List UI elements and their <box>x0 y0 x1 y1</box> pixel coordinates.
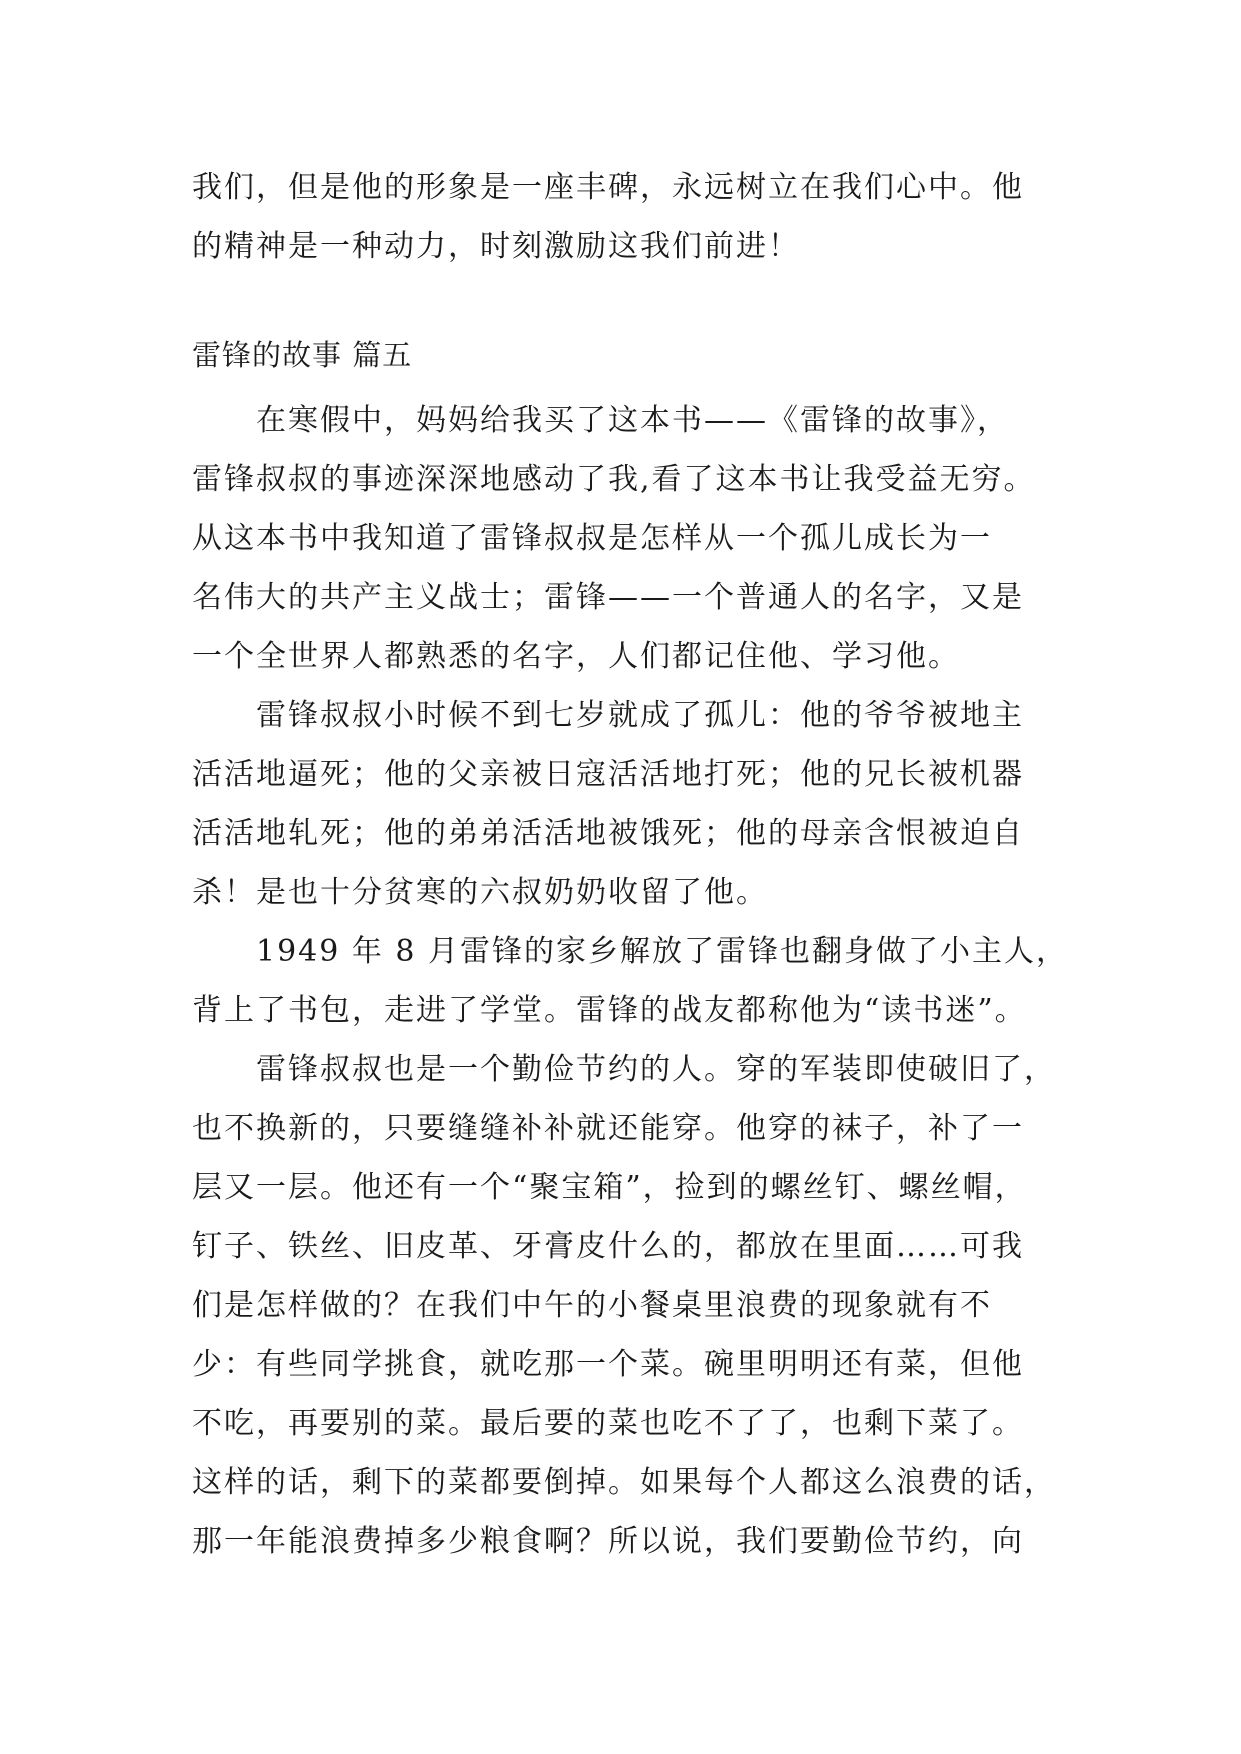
text-line: 不吃，再要别的菜。最后要的菜也吃不了了，也剩下菜了。 <box>192 1406 1024 1441</box>
text-line: 们是怎样做的？在我们中午的小餐桌里浪费的现象就有不 <box>192 1288 992 1323</box>
text-line: 也不换新的，只要缝缝补补就还能穿。他穿的袜子，补了一 <box>192 1111 1024 1146</box>
paragraph-first-line: 雷锋叔叔也是一个勤俭节约的人。穿的军装即使破旧了， <box>256 1052 1056 1087</box>
text-line: 少：有些同学挑食，就吃那一个菜。碗里明明还有菜，但他 <box>192 1347 1024 1382</box>
text-line: 杀！是也十分贫寒的六叔奶奶收留了他。 <box>192 875 768 910</box>
text-line: 活活地轧死；他的弟弟活活地被饿死；他的母亲含恨被迫自 <box>192 816 1024 851</box>
text-line: 活活地逼死；他的父亲被日寇活活地打死；他的兄长被机器 <box>192 757 1024 792</box>
text-line: 我们，但是他的形象是一座丰碑，永远树立在我们心中。他 <box>192 170 1024 205</box>
text-line: 一个全世界人都熟悉的名字，人们都记住他、学习他。 <box>192 639 960 674</box>
text-line: 从这本书中我知道了雷锋叔叔是怎样从一个孤儿成长为一 <box>192 521 992 556</box>
text-line: 名伟大的共产主义战士；雷锋——一个普通人的名字，又是 <box>192 580 1024 615</box>
text-line: 的精神是一种动力，时刻激励这我们前进！ <box>192 229 800 264</box>
text-line: 背上了书包，走进了学堂。雷锋的战友都称他为“读书迷”。 <box>192 993 1027 1028</box>
text-line: 层又一层。他还有一个“聚宝箱”，捡到的螺丝钉、螺丝帽， <box>192 1170 1027 1205</box>
section-title: 雷锋的故事 篇五 <box>192 338 413 372</box>
text-line: 这样的话，剩下的菜都要倒掉。如果每个人都这么浪费的话， <box>192 1465 1056 1500</box>
text-line: 雷锋叔叔的事迹深深地感动了我,看了这本书让我受益无穷。 <box>192 462 1036 497</box>
body-text <box>192 391 1069 1571</box>
paragraph-first-line: 1949 年 8 月雷锋的家乡解放了雷锋也翻身做了小主人， <box>256 934 1069 969</box>
text-line: 那一年能浪费掉多少粮食啊？所以说，我们要勤俭节约，向 <box>192 1524 1024 1559</box>
paragraph-first-line: 在寒假中，妈妈给我买了这本书——《雷锋的故事》， <box>256 403 1009 438</box>
intro-paragraph <box>192 158 1052 276</box>
text-line: 钉子、铁丝、旧皮革、牙膏皮什么的，都放在里面……可我 <box>192 1229 1024 1264</box>
paragraph-first-line: 雷锋叔叔小时候不到七岁就成了孤儿：他的爷爷被地主 <box>256 698 1024 733</box>
